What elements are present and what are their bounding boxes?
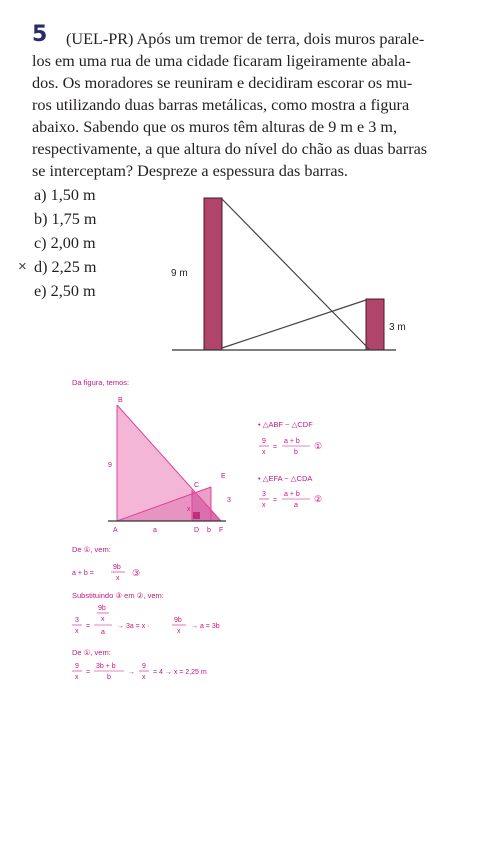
svg-text:b: b xyxy=(107,674,111,681)
svg-text:x: x xyxy=(75,674,79,681)
question-text-line-1: (UEL-PR) Após um tremor de terra, dois muros parale- xyxy=(66,30,425,48)
svg-text:=: = xyxy=(86,623,91,630)
svg-text:x: x xyxy=(142,674,146,681)
label-a: A xyxy=(113,527,118,534)
svg-text:①: ① xyxy=(314,441,323,451)
svg-text:9: 9 xyxy=(142,663,146,670)
question-number: 5 xyxy=(32,22,48,47)
svg-text:a: a xyxy=(101,629,105,636)
svg-text:9b: 9b xyxy=(113,564,121,571)
svg-text:9: 9 xyxy=(262,438,266,445)
question-text-line-3: dos. Os moradores se reuniram e decidiram escorar os mu- xyxy=(32,74,413,92)
svg-text:3: 3 xyxy=(262,491,266,498)
svg-text:a + b =: a + b = xyxy=(72,570,94,577)
svg-text:→ a = 3b: → a = 3b xyxy=(191,623,220,630)
tall-wall-label: 9 m xyxy=(171,268,188,279)
question-text-line-2: los em uma rua de uma cidade ficaram ligeiramente abala- xyxy=(32,52,411,70)
svg-text:②: ② xyxy=(314,494,323,504)
svg-text:a + b: a + b xyxy=(284,491,300,498)
label-a-segment: a xyxy=(153,527,157,534)
solution-intro: Da figura, temos: xyxy=(72,378,130,387)
similarity-1: • △ABF ~ △CDF xyxy=(258,420,313,429)
question-text-line-7: se interceptam? Despreze a espessura das barras. xyxy=(32,162,348,180)
step-3-label: De ①, vem: xyxy=(72,648,111,657)
svg-text:x: x xyxy=(75,628,79,635)
svg-text:x: x xyxy=(262,449,266,456)
svg-text:9b: 9b xyxy=(174,617,182,624)
svg-text:→: → xyxy=(128,669,135,676)
label-e: E xyxy=(221,473,226,480)
step-2-label: Substituindo ③ em ②, vem: xyxy=(72,591,164,600)
svg-text:x: x xyxy=(116,575,120,582)
svg-text:x: x xyxy=(101,616,105,623)
svg-text:→ 3a = x ·: → 3a = x · xyxy=(117,623,150,630)
svg-text:9: 9 xyxy=(75,663,79,670)
step-1-label: De ①, vem: xyxy=(72,545,111,554)
short-wall-label: 3 m xyxy=(389,322,406,333)
svg-text:a + b: a + b xyxy=(284,438,300,445)
svg-text:3: 3 xyxy=(75,617,79,624)
svg-text:=: = xyxy=(86,669,91,676)
svg-text:x: x xyxy=(177,628,181,635)
svg-text:a: a xyxy=(294,502,298,509)
svg-text:3b + b: 3b + b xyxy=(96,663,116,670)
option-a[interactable]: a) 1,50 m xyxy=(34,186,96,204)
question-text-line-5: abaixo. Sabendo que os muros têm alturas de 9 m e 3 m, xyxy=(32,118,398,136)
option-e[interactable]: e) 2,50 m xyxy=(34,282,96,300)
label-b: B xyxy=(118,397,123,404)
label-nine: 9 xyxy=(108,462,112,469)
label-d: D xyxy=(194,527,200,534)
question-text-line-6: respectivamente, a que altura do nível do chão as duas barras xyxy=(32,140,428,158)
option-d[interactable]: d) 2,25 m xyxy=(34,258,97,276)
label-c: C xyxy=(194,482,200,489)
svg-text:③: ③ xyxy=(132,568,141,578)
svg-text:=: = xyxy=(273,497,278,504)
svg-text:x: x xyxy=(262,502,266,509)
question-text-line-4: ros utilizando duas barras metálicas, como mostra a figura xyxy=(32,96,410,114)
option-c[interactable]: c) 2,00 m xyxy=(34,234,96,252)
svg-text:= 4 → x = 2,25 m: = 4 → x = 2,25 m xyxy=(153,669,207,676)
label-f: F xyxy=(219,527,224,534)
selected-answer-mark: × xyxy=(18,258,27,275)
option-b[interactable]: b) 1,75 m xyxy=(34,210,97,228)
label-b-segment: b xyxy=(207,527,211,534)
label-x-segment: x xyxy=(187,506,191,513)
svg-text:b: b xyxy=(294,449,298,456)
svg-text:=: = xyxy=(273,444,278,451)
label-three: 3 xyxy=(227,497,231,504)
svg-text:9b: 9b xyxy=(98,605,106,612)
similarity-2: • △EFA ~ △CDA xyxy=(258,474,313,483)
